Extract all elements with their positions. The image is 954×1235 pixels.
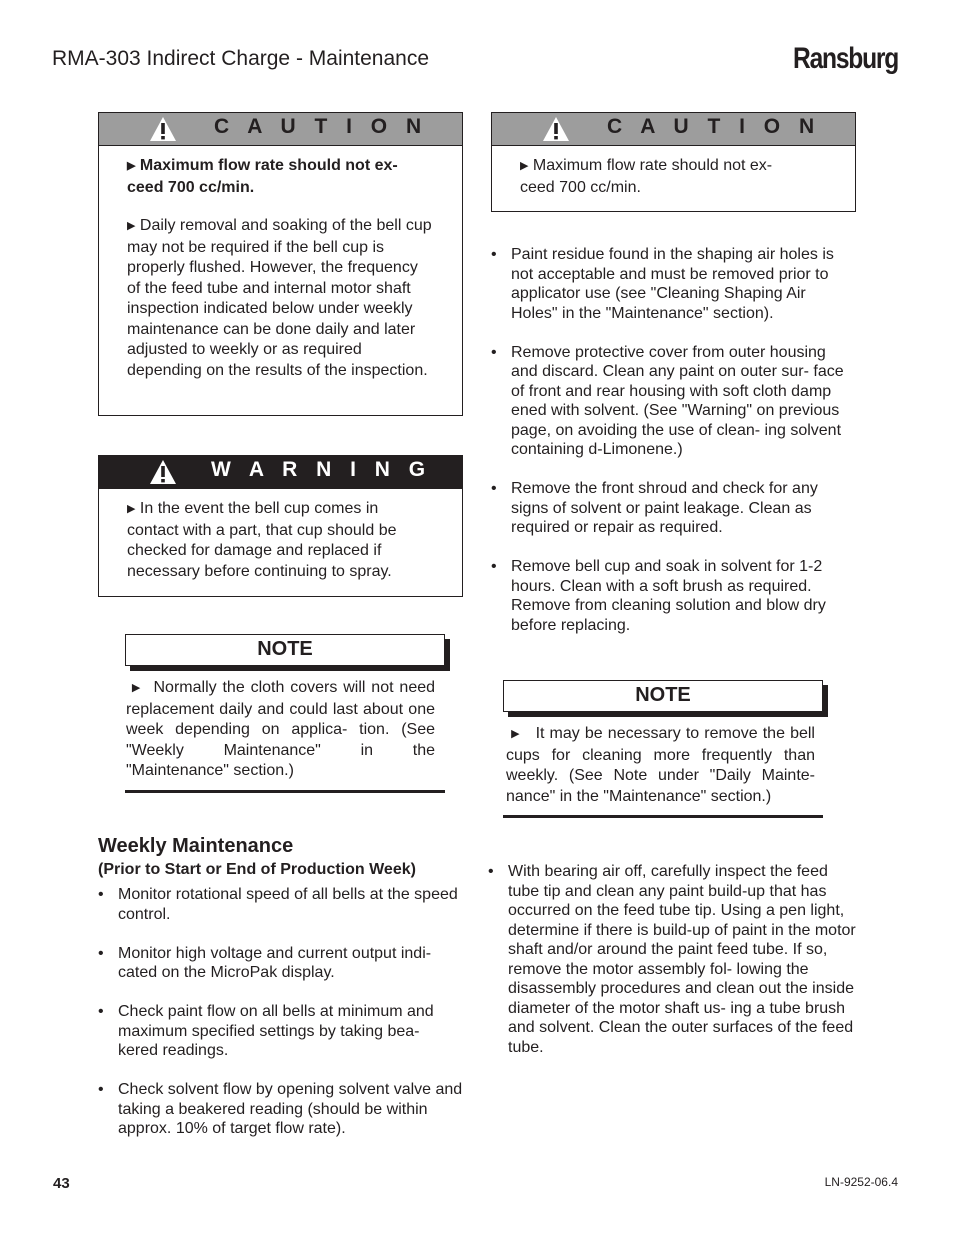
brand-logo: Ransburg [793, 42, 898, 75]
warning-paragraph: ▶ In the event the bell cup comes in contact with a part, that cup should be checked for damage and replaced if necessary before continuing to spray. [127, 500, 397, 580]
arrowhead-right-icon: ▶ [127, 220, 136, 232]
caution-paragraph: ▶ Maximum flow rate should not ex- ceed 700 cc/min. [520, 157, 773, 196]
arrowhead-right-icon: ▶ [127, 503, 136, 515]
exclamation-triangle-icon [149, 459, 177, 485]
exclamation-triangle-icon [149, 116, 177, 142]
caution-box-right [491, 112, 856, 212]
list-item: • Remove the front shroud and check for any signs of solvent or paint leakage. Clean as required or repair as required. [491, 479, 856, 538]
caution-label: C A U T I O N [214, 115, 428, 138]
note-header-left: NOTE [125, 634, 445, 666]
list-item: • Paint residue found in the shaping air holes is not acceptable and must be removed prior to applicator use (see "Cleaning Shaping Air Holes" in the "Maintenance" section). [491, 245, 856, 323]
caution-label: C A U T I O N [607, 115, 821, 138]
list-item: • Monitor high voltage and current output indi- cated on the MicroPak display. [98, 944, 463, 983]
note-header-right: NOTE [503, 680, 823, 712]
caution-header [99, 113, 462, 146]
caution-paragraph: ▶ Daily removal and soaking of the bell cup may not be required if the bell cup is properly flushed. However, the frequency of the feed tube and internal motor shaft inspection indicated below under weekly maintenance can be done daily and later adjusted to weekly or as required depending on the results of the inspection. [127, 217, 432, 379]
note-text-left: ▶ Normally the cloth covers will not need replacement daily and could last about one week depending on applica- tion. (See "Weekly Maintenance" in the "Maintenance" section.) [126, 679, 436, 779]
arrowhead-right-icon: ▶ [511, 728, 521, 740]
caution-box-left [98, 112, 463, 416]
list-item: • Check solvent flow by opening solvent valve and taking a beakered reading (should be within approx. 10% of target flow rate). [98, 1080, 463, 1139]
list-item: • Check paint flow on all bells at minimum and maximum specified settings by taking bea- kered readings. [98, 1002, 463, 1061]
page-number: 43 [53, 1175, 70, 1192]
list-item: • Monitor rotational speed of all bells at the speed control. [98, 885, 463, 924]
arrowhead-right-icon: ▶ [127, 160, 136, 172]
document-number: LN-9252-06.4 [824, 1175, 898, 1189]
note-text-right: ▶ It may be necessary to remove the bell cups for cleaning more frequently than weekly. (See Note under "Daily Mainte- nance" in the "Maintenance" section.) [506, 725, 815, 805]
daily-list [491, 245, 856, 655]
arrowhead-right-icon: ▶ [520, 160, 529, 172]
note-rule-right [503, 815, 823, 818]
warning-header [99, 456, 462, 489]
caution-paragraph: ▶ Maximum flow rate should not ex- ceed 700 cc/min. [127, 157, 398, 196]
warning-label: W A R N I N G [211, 458, 432, 481]
section-subtitle: (Prior to Start or End of Production Week) [98, 861, 416, 878]
note-rule-left [125, 790, 445, 793]
arrowhead-right-icon: ▶ [131, 682, 142, 694]
caution-header [492, 113, 855, 146]
feed-tube-list [488, 862, 858, 1077]
weekly-list [98, 885, 463, 1158]
warning-box [98, 455, 463, 597]
list-item: • With bearing air off, carefully inspect the feed tube tip and clean any paint build-up that has occurred on the feed tube tip. Using a pen light, determine if there is build-up of paint in the motor shaft and/or around the paint feed tube. If so, remove the motor assembly fol- lowing the disassembly procedures and clean out the inside diameter of the motor shaft us- ing a tube brush and solvent. Clean the outer surfaces of the feed tube. [488, 862, 858, 1057]
list-item: • Remove bell cup and soak in solvent for 1-2 hours. Clean with a soft brush as required. Remove from cleaning solution and blow dry before replacing. [491, 557, 856, 635]
page-header-title: RMA-303 Indirect Charge - Maintenance [52, 47, 430, 70]
exclamation-triangle-icon [542, 116, 570, 142]
list-item: • Remove protective cover from outer housing and discard. Clean any paint on outer sur- face of front and rear housing with soft cloth damp ened with solvent. (See "Warning" on previous page, on avoiding the use of clean- ing solvent containing d-Limonene.) [491, 343, 856, 460]
section-title: Weekly Maintenance [98, 835, 294, 857]
